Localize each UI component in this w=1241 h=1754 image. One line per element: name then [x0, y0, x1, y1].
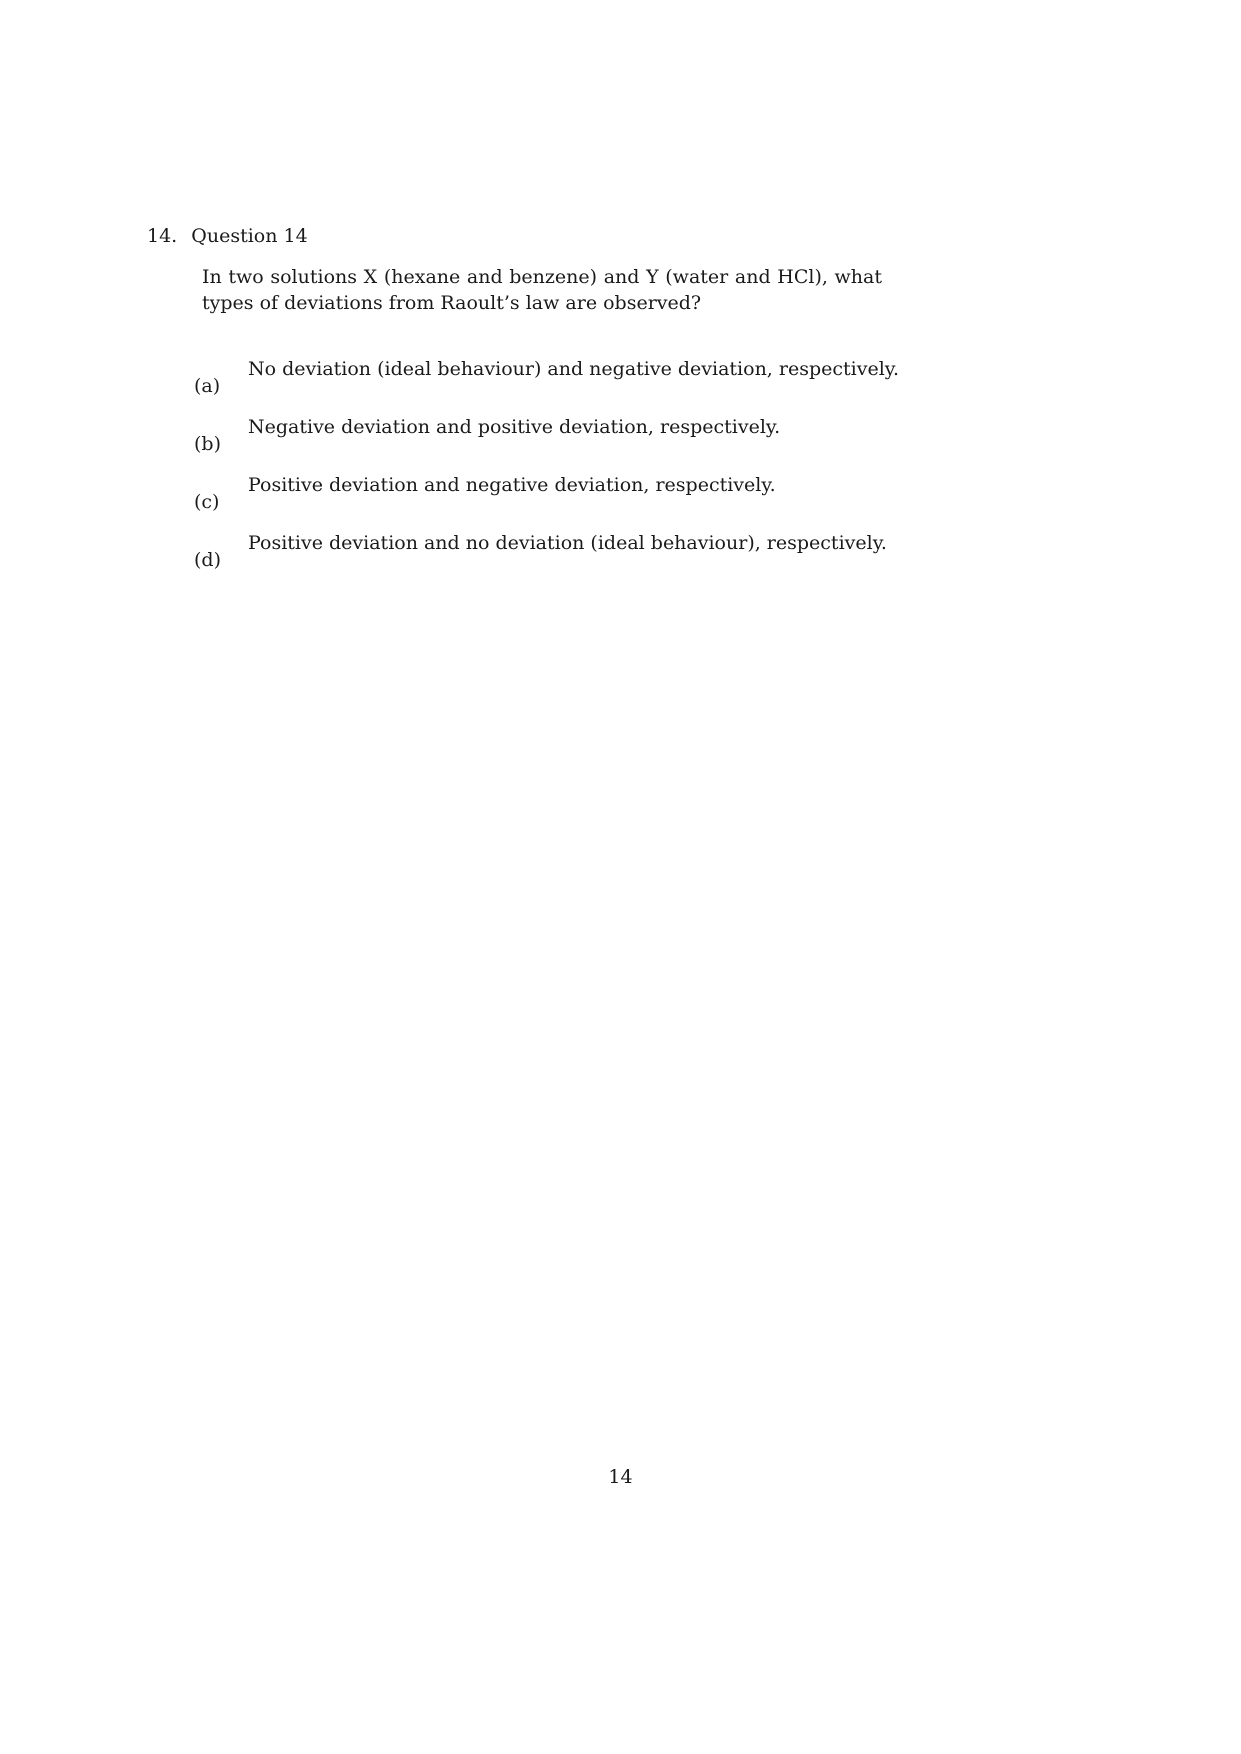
- option-d: [0, 530, 1241, 580]
- question-heading: [147, 223, 308, 249]
- option-text: Negative deviation and positive deviation, respectively.: [248, 416, 781, 438]
- option-label: (a): [194, 375, 221, 397]
- option-c: [0, 472, 1241, 522]
- option-text: Positive deviation and negative deviation, respectively.: [248, 474, 776, 496]
- option-text: Positive deviation and no deviation (ideal behaviour), respectively.: [248, 532, 887, 554]
- option-a: [0, 356, 1241, 406]
- page-number: 14: [608, 1466, 633, 1488]
- option-text: No deviation (ideal behaviour) and negative deviation, respectively.: [248, 358, 900, 380]
- question-number: 14.: [147, 225, 178, 247]
- option-label: (c): [194, 491, 220, 513]
- question-text: In two solutions X (hexane and benzene) and Y (water and HCl), what types of deviations from Raoult’s law are observed?: [202, 266, 882, 314]
- question-title: Question 14: [191, 225, 308, 247]
- option-label: (b): [194, 433, 221, 455]
- option-b: [0, 414, 1241, 464]
- option-label: (d): [194, 549, 221, 571]
